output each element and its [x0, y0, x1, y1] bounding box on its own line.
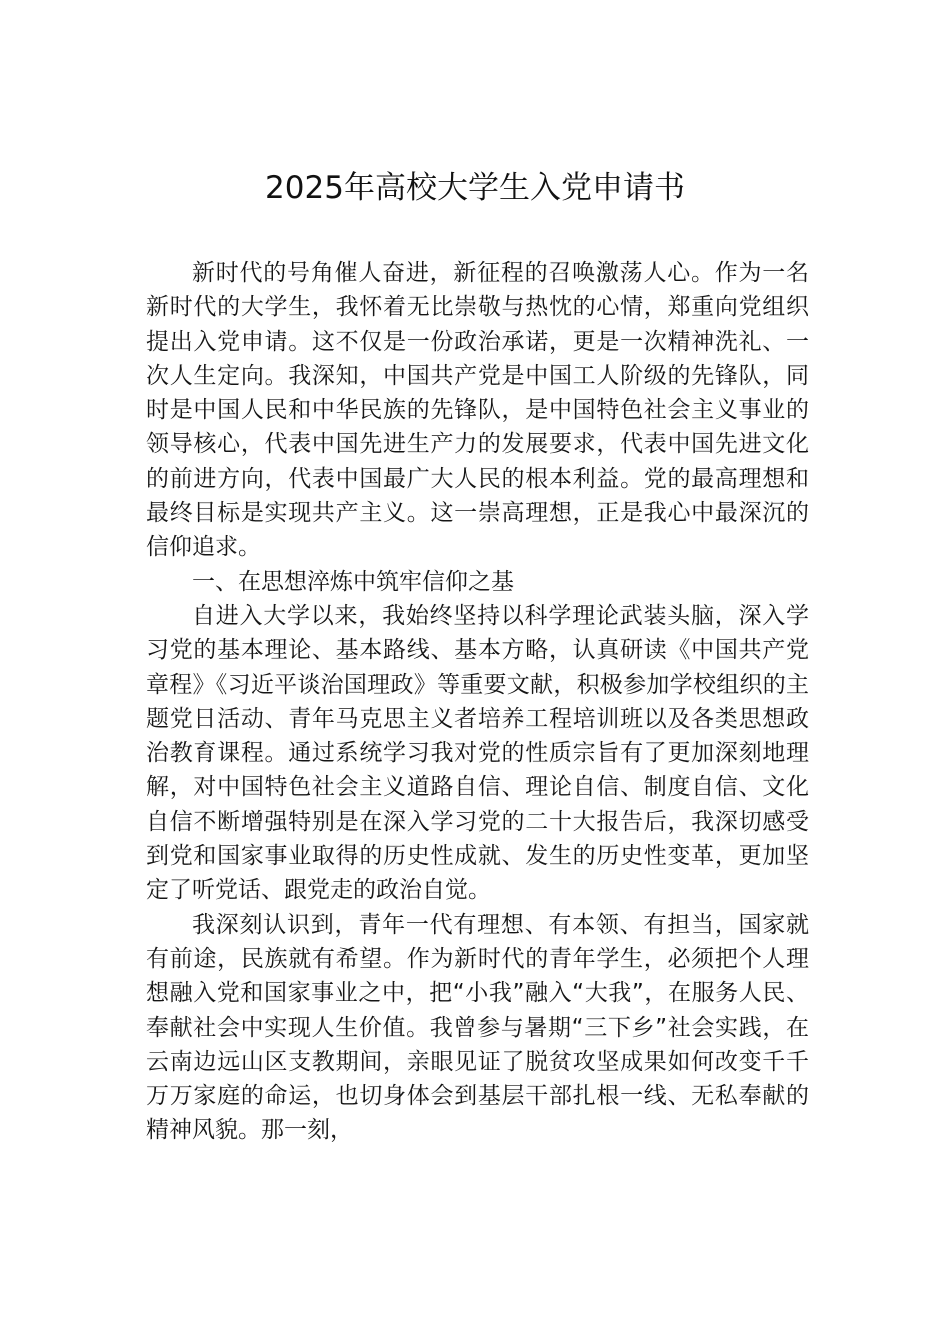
paragraph-intro: 新时代的号角催人奋进，新征程的召唤激荡人心。作为一名新时代的大学生，我怀着无比崇敬与热忱的心情，郑重向党组织提出入党申请。这不仅是一份政治承诺，更是一次精神洗礼、一次人生定向。我深知，中国共产党是中国工人阶级的先锋队，同时是中国人民和中华民族的先锋队，是中国特色社会主义事业的领导核心，代表中国先进生产力的发展要求，代表中国先进文化的前进方向，代表中国最广大人民的根本利益。党的最高理想和最终目标是实现共产主义。这一崇高理想，正是我心中最深沉的信仰追求。	[146, 260, 809, 561]
paragraph-youth: 我深刻认识到，青年一代有理想、有本领、有担当，国家就有前途，民族就有希望。作为新时代的青年学生，必须把个人理想融入党和国家事业之中，把“小我”融入“大我”，在服务人民、奉献社会中实现人生价值。我曾参与暑期“三下乡”社会实践，在云南边远山区支教期间，亲眼见证了脱贫攻坚成果如何改变千千万万家庭的命运，也切身体会到基层干部扎根一线、无私奉献的精神风貌。那一刻，	[146, 911, 809, 1144]
paragraph-study: 自进入大学以来，我始终坚持以科学理论武装头脑，深入学习党的基本理论、基本路线、基本方略，认真研读《中国共产党章程》《习近平谈治国理政》等重要文献，积极参加学校组织的主题党日活动、青年马克思主义者培养工程培训班以及各类思想政治教育课程。通过系统学习我对党的性质宗旨有了更加深刻地理解，对中国特色社会主义道路自信、理论自信、制度自信、文化自信不断增强特别是在深入学习党的二十大报告后，我深切感受到党和国家事业取得的历史性成就、发生的历史性变革，更加坚定了听党话、跟党走的政治自觉。	[146, 602, 809, 904]
document-title: 2025年高校大学生入党申请书	[265, 170, 685, 206]
section-heading-1: 一、在思想淬炼中筑牢信仰之基	[192, 568, 514, 595]
document-body	[146, 256, 809, 1148]
